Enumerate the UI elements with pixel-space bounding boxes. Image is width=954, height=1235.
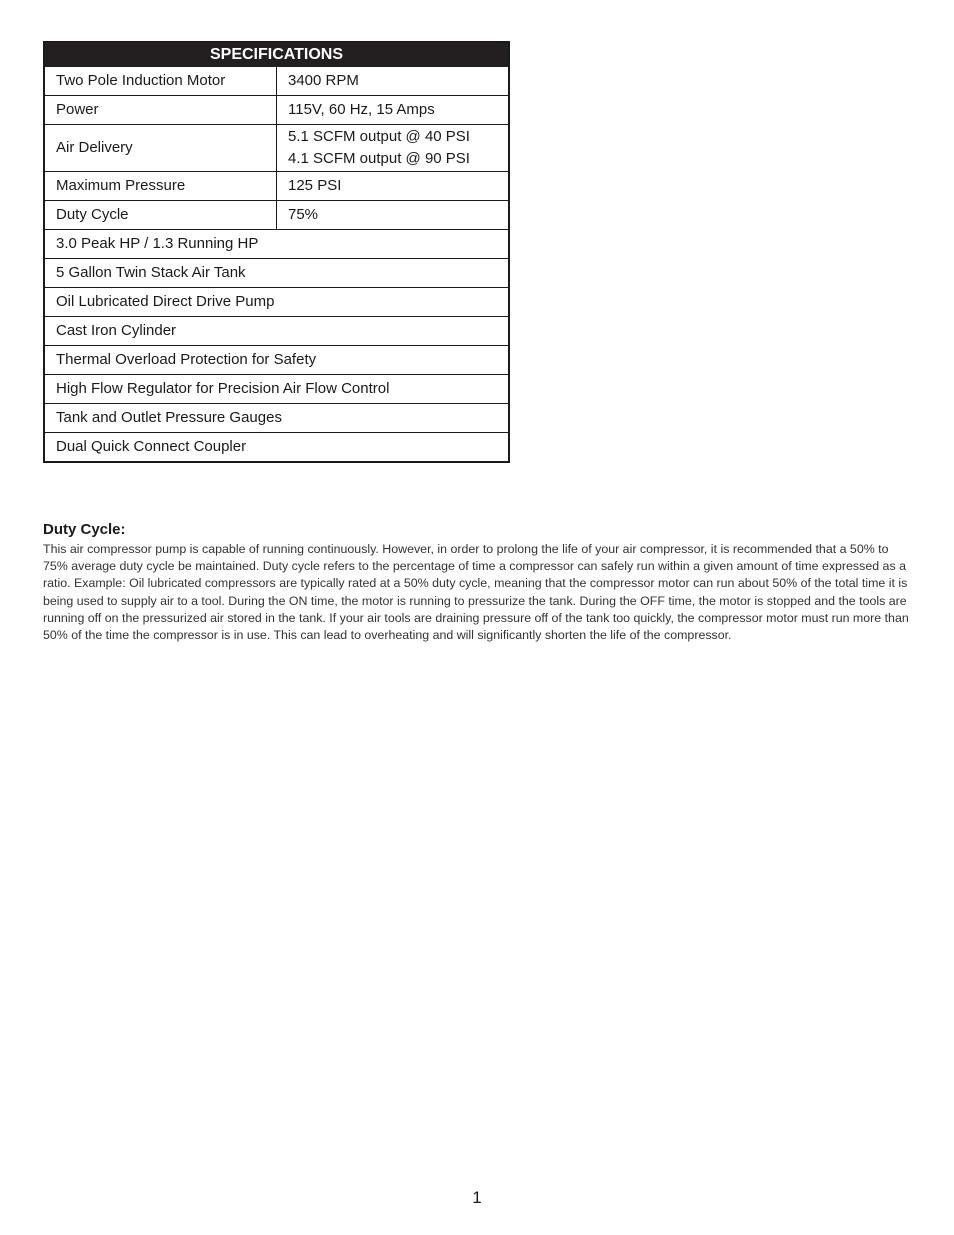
- feature-row: [44, 346, 509, 375]
- spec-row: [44, 96, 509, 125]
- spec-value: 4.1 SCFM output @ 90 PSI: [288, 150, 470, 167]
- duty-cycle-paragraph: This air compressor pump is capable of running continuously. However, in order to prolong the life of your air compressor, it is recommended that a 50% to 75% average duty cycle be maintained. Duty cycle refers to the percentage of time a compressor can safely run within a given amount of time expressed as a ratio. Example: Oil lubricated compressors are typically rated at a 50% duty cycle, meaning that the compressor motor can run about 50% of the total time it is being used to supply air to a tool. During the ON time, the motor is running to pressurize the tank. During the OFF time, the motor is stopped and the tools are running off on the pressurized air stored in the tank. If your air tools are draining pressure off of the tank too quickly, the compressor motor must run more than 50% of the time the compressor is in use. This can lead to overheating and will significantly shorten the life of the compressor.: [43, 542, 909, 643]
- spec-value: 125 PSI: [277, 172, 510, 201]
- duty-cycle-heading: Duty Cycle:: [43, 521, 126, 538]
- feature-text: Thermal Overload Protection for Safety: [44, 346, 509, 375]
- feature-row: [44, 433, 509, 463]
- spec-value: 5.1 SCFM output @ 40 PSI: [288, 128, 470, 145]
- spec-value: 115V, 60 Hz, 15 Amps: [277, 96, 510, 125]
- spec-label: Power: [44, 96, 277, 125]
- feature-row: [44, 317, 509, 346]
- feature-text: Oil Lubricated Direct Drive Pump: [44, 288, 509, 317]
- spec-label: Duty Cycle: [44, 201, 277, 230]
- spec-label: Maximum Pressure: [44, 172, 277, 201]
- feature-row: [44, 259, 509, 288]
- spec-label: Two Pole Induction Motor: [44, 67, 277, 96]
- feature-row: [44, 404, 509, 433]
- feature-text: High Flow Regulator for Precision Air Flow Control: [44, 375, 509, 404]
- feature-text: Cast Iron Cylinder: [44, 317, 509, 346]
- spec-label: Air Delivery: [44, 125, 277, 172]
- spec-row: [44, 125, 509, 172]
- page-number: 1: [472, 1188, 482, 1207]
- feature-text: Dual Quick Connect Coupler: [44, 433, 509, 463]
- feature-text: 3.0 Peak HP / 1.3 Running HP: [44, 230, 509, 259]
- specifications-header: SPECIFICATIONS: [44, 42, 509, 67]
- spec-value-group: [277, 125, 510, 172]
- spec-row: [44, 201, 509, 230]
- spec-value: 3400 RPM: [277, 67, 510, 96]
- specifications-table: [43, 41, 510, 463]
- feature-text: 5 Gallon Twin Stack Air Tank: [44, 259, 509, 288]
- spec-row: [44, 172, 509, 201]
- spec-value: 75%: [277, 201, 510, 230]
- feature-row: [44, 230, 509, 259]
- feature-row: [44, 288, 509, 317]
- spec-row: [44, 67, 509, 96]
- feature-row: [44, 375, 509, 404]
- specifications-header-row: [44, 42, 509, 67]
- feature-text: Tank and Outlet Pressure Gauges: [44, 404, 509, 433]
